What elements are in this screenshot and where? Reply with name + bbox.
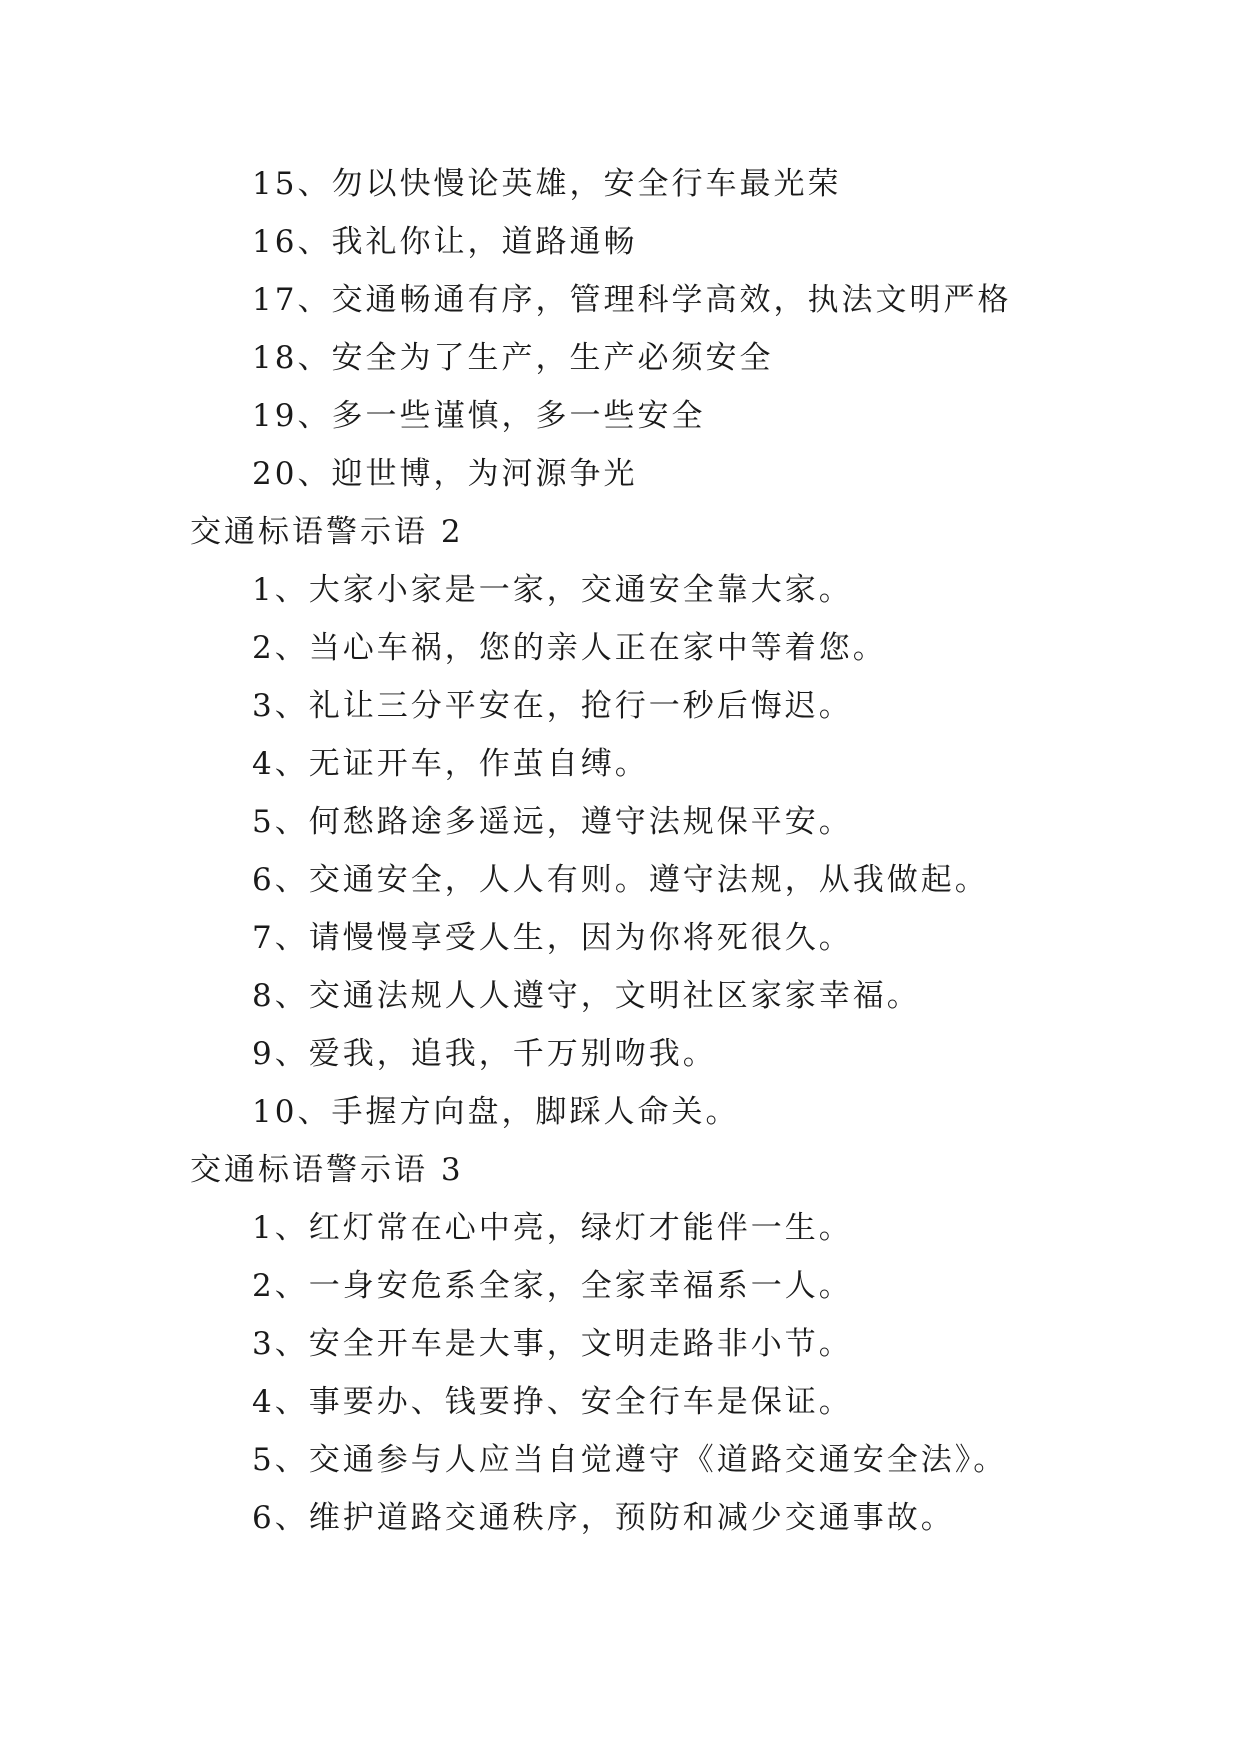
list-item: 5、何愁路途多遥远，遵守法规保平安。 (252, 804, 853, 840)
list-item: 1、红灯常在心中亮，绿灯才能伴一生。 (252, 1210, 853, 1246)
list-item: 8、交通法规人人遵守，文明社区家家幸福。 (252, 978, 921, 1014)
list-item: 7、请慢慢享受人生，因为你将死很久。 (252, 920, 853, 956)
list-item: 6、维护道路交通秩序，预防和减少交通事故。 (252, 1500, 955, 1536)
list-item: 17、交通畅通有序，管理科学高效，执法文明严格 (252, 282, 1012, 318)
list-item: 3、礼让三分平安在，抢行一秒后悔迟。 (252, 688, 853, 724)
list-item: 5、交通参与人应当自觉遵守《道路交通安全法》。 (252, 1442, 1008, 1478)
list-item: 6、交通安全，人人有则。遵守法规，从我做起。 (252, 862, 989, 898)
list-item: 3、安全开车是大事，文明走路非小节。 (252, 1326, 853, 1362)
list-item: 2、一身安危系全家，全家幸福系一人。 (252, 1268, 853, 1304)
list-item: 1、大家小家是一家，交通安全靠大家。 (252, 572, 853, 608)
list-item: 4、事要办、钱要挣、安全行车是保证。 (252, 1384, 853, 1420)
section-heading: 交通标语警示语 3 (190, 1152, 464, 1188)
list-item: 10、手握方向盘，脚踩人命关。 (252, 1094, 740, 1130)
list-item: 16、我礼你让，道路通畅 (252, 224, 638, 260)
list-item: 4、无证开车，作茧自缚。 (252, 746, 649, 782)
list-item: 20、迎世博，为河源争光 (252, 456, 638, 492)
list-item: 2、当心车祸，您的亲人正在家中等着您。 (252, 630, 887, 666)
section-heading: 交通标语警示语 2 (190, 514, 464, 550)
list-item: 19、多一些谨慎，多一些安全 (252, 398, 706, 434)
list-item: 18、安全为了生产，生产必须安全 (252, 340, 774, 376)
list-item: 15、勿以快慢论英雄，安全行车最光荣 (252, 166, 842, 202)
list-item: 9、爱我，追我，千万别吻我。 (252, 1036, 717, 1072)
